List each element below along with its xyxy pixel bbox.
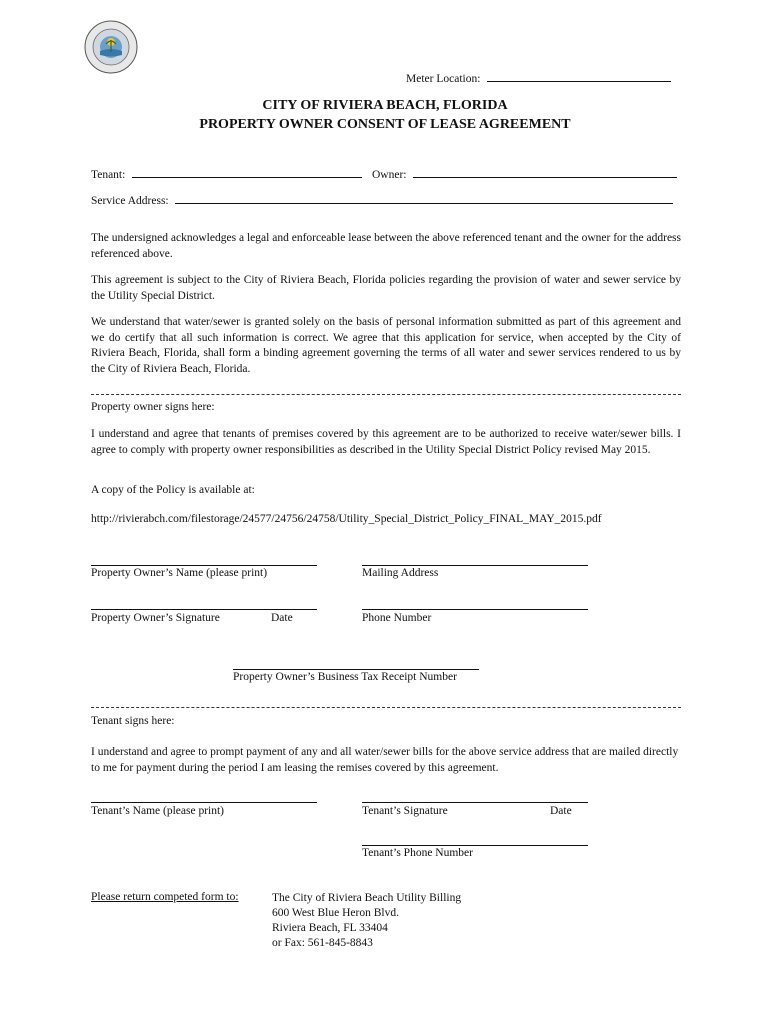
owner-agreement-text: I understand and agree that tenants of premises covered by this agreement are to be authorized to receive water/sewer bills. I agree to comply with property owner responsibilities as described in the Utility Special District Policy revised May 2015. bbox=[91, 428, 681, 456]
tenant-section-heading: Tenant signs here: bbox=[91, 715, 175, 727]
tenant-phone-line[interactable] bbox=[362, 845, 588, 846]
tenant-date-label: Date bbox=[550, 805, 572, 817]
owner-line[interactable] bbox=[413, 166, 677, 178]
mailing-address-label: Mailing Address bbox=[362, 567, 439, 579]
tenant-line[interactable] bbox=[132, 166, 362, 178]
owner-label: Owner: bbox=[372, 169, 407, 181]
tenant-name-line[interactable] bbox=[91, 802, 317, 803]
tenant-agreement-text: I understand and agree to prompt payment of any and all water/sewer bills for the above service address that are mailed directly to me for payment during the period I am leasing the remises covered by this agreement. bbox=[91, 746, 679, 774]
tax-receipt-label: Property Owner’s Business Tax Receipt Number bbox=[233, 671, 457, 683]
meter-location-field bbox=[406, 70, 671, 85]
section-divider-tenant bbox=[91, 707, 681, 708]
owner-field bbox=[372, 166, 677, 181]
paragraph-policy-subject: This agreement is subject to the City of Riviera Beach, Florida policies regarding the provision of water and sewer service by the Utility Special District. bbox=[91, 274, 681, 302]
tenant-signature-line[interactable] bbox=[362, 802, 588, 803]
city-seal-logo bbox=[84, 20, 138, 74]
owner-phone-label: Phone Number bbox=[362, 612, 432, 624]
policy-url-link[interactable]: http://rivierabch.com/filestorage/24577/24756/24758/Utility_Special_District_Policy_FINAL_MAY_2015.pdf bbox=[91, 513, 602, 525]
paragraph-acknowledgement: The undersigned acknowledges a legal and enforceable lease between the above referenced tenant and the owner for the address referenced above. bbox=[91, 232, 681, 260]
owner-name-label: Property Owner’s Name (please print) bbox=[91, 567, 268, 579]
mailing-address-line[interactable] bbox=[362, 565, 588, 566]
owner-signature-line[interactable] bbox=[91, 609, 317, 610]
tenant-field bbox=[91, 166, 362, 181]
owner-phone-line[interactable] bbox=[362, 609, 588, 610]
service-address-line[interactable] bbox=[175, 192, 673, 204]
service-address-field bbox=[91, 192, 673, 207]
tenant-name-label: Tenant’s Name (please print) bbox=[91, 805, 224, 817]
service-address-label: Service Address: bbox=[91, 195, 169, 207]
owner-date-label: Date bbox=[271, 612, 293, 624]
owner-name-line[interactable] bbox=[91, 565, 317, 566]
paragraph-certification: We understand that water/sewer is granted solely on the basis of personal information submitted as part of this agreement and we do certify that all such information is correct. We agree that this application for service, when accepted by the City of Riviera Beach, Florida, shall form a binding agreement governing the terms of all water and sewer services rendered to us by the City of Riviera Beach, Florida. bbox=[91, 316, 681, 375]
return-instructions-label: Please return competed form to: bbox=[91, 891, 239, 903]
tax-receipt-line[interactable] bbox=[233, 669, 479, 670]
return-address-line1: The City of Riviera Beach Utility Billing bbox=[272, 892, 462, 904]
policy-availability-note: A copy of the Policy is available at: bbox=[91, 484, 255, 496]
meter-location-label: Meter Location: bbox=[406, 73, 481, 85]
tenant-signature-label: Tenant’s Signature bbox=[362, 805, 448, 817]
owner-signature-label: Property Owner’s Signature bbox=[91, 612, 220, 624]
document-title-line2: PROPERTY OWNER CONSENT OF LEASE AGREEMENT bbox=[199, 117, 571, 132]
tenant-label: Tenant: bbox=[91, 169, 126, 181]
tenant-phone-label: Tenant’s Phone Number bbox=[362, 847, 473, 859]
meter-location-line[interactable] bbox=[487, 70, 671, 82]
return-address-block bbox=[272, 891, 461, 951]
return-address-line3: Riviera Beach, FL 33404 bbox=[272, 922, 388, 934]
return-fax-line: or Fax: 561-845-8843 bbox=[272, 937, 373, 949]
return-address-line2: 600 West Blue Heron Blvd. bbox=[272, 907, 399, 919]
owner-section-heading: Property owner signs here: bbox=[91, 401, 215, 413]
document-title-line1: CITY OF RIVIERA BEACH, FLORIDA bbox=[262, 98, 508, 113]
section-divider-owner bbox=[91, 394, 681, 395]
